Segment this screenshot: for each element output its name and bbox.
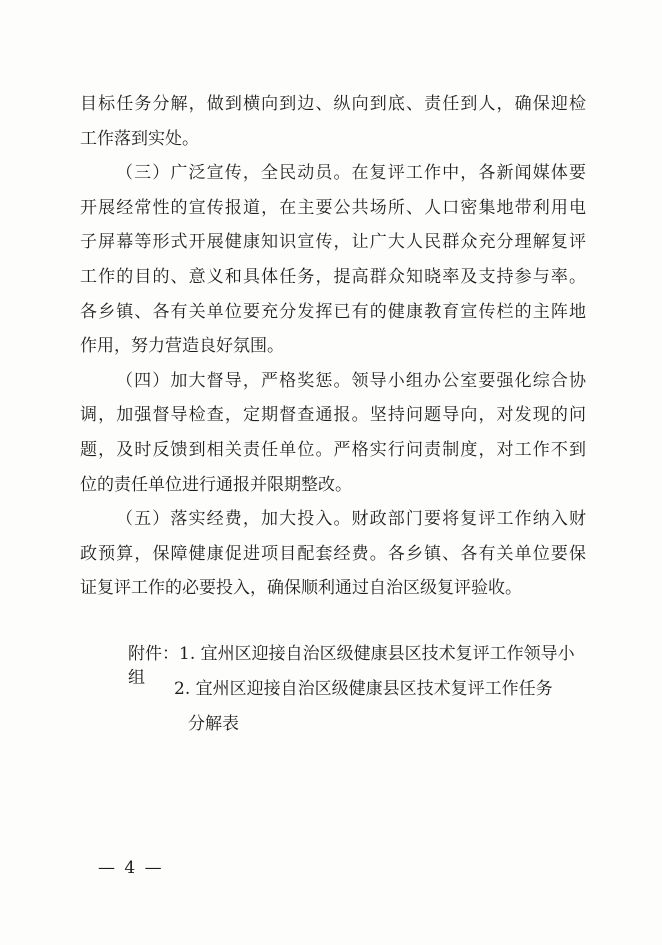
text-line: 政预算，保障健康促进项目配套经费。各乡镇、各有关单位要保	[80, 543, 586, 564]
text-line: 子屏幕等形式开展健康知识宣传，让广大人民群众充分理解复评	[80, 232, 586, 253]
text-line: 工作的目的、意义和具体任务，提高群众知晓率及支持参与率。	[80, 267, 586, 287]
attachment-item-2-continued: 分解表	[188, 714, 239, 734]
text-line: 位的责任单位进行通报并限期整改。	[80, 474, 352, 495]
attachment-item-1: 1. 宜州区迎接自治区级健康县区技术复评工作领导小组	[128, 644, 575, 688]
text-line: 调，加强督导检查，定期督查通报。坚持问题导向，对发现的问	[80, 405, 586, 426]
attachment-label: 附件：	[128, 644, 179, 664]
page-number: — 4 —	[98, 858, 164, 878]
text-line: 目标任务分解，做到横向到边、纵向到底、责任到人，确保迎检	[80, 94, 586, 114]
text-line: （五）落实经费，加大投入。财政部门要将复评工作纳入财	[116, 509, 586, 530]
text-line: （三）广泛宣传，全民动员。在复评工作中，各新闻媒体要	[116, 163, 586, 184]
text-line: 作用，努力营造良好氛围。	[80, 336, 284, 357]
text-line: 开展经常性的宣传报道，在主要公共场所、人口密集地带利用电	[80, 197, 586, 218]
text-line: （四）加大督导，严格奖惩。领导小组办公室要强化综合协	[116, 370, 586, 391]
text-line: 证复评工作的必要投入，确保顺利通过自治区级复评验收。	[80, 578, 522, 599]
attachment-item-2: 2. 宜州区迎接自治区级健康县区技术复评工作任务	[174, 679, 553, 699]
text-line: 各乡镇、各有关单位要充分发挥已有的健康教育宣传栏的主阵地	[80, 301, 586, 322]
text-line: 题，及时反馈到相关责任单位。严格实行问责制度，对工作不到	[80, 440, 586, 460]
text-line: 工作落到实处。	[80, 128, 199, 149]
